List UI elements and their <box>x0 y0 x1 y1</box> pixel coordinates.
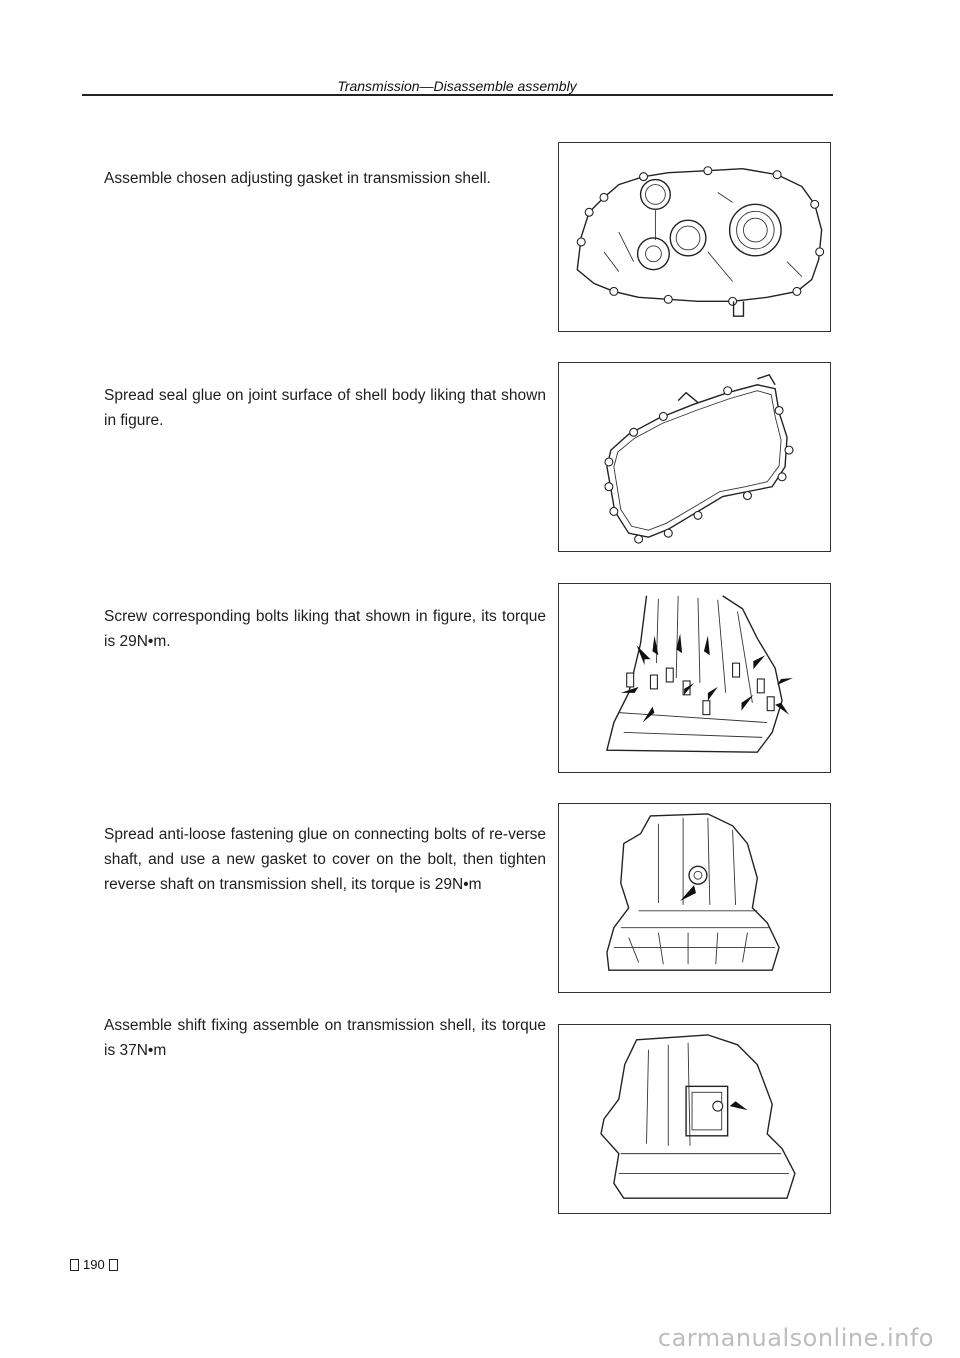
step-1-text: Assemble chosen adjusting gasket in transmission shell. <box>104 170 491 187</box>
bolt-tightening-illustration <box>559 584 830 772</box>
page-number-text: 190 <box>83 1257 105 1272</box>
step-5-text: Assemble shift fixing assemble on transmission shell, its torque is 37N•m <box>104 1017 546 1059</box>
figure-4-reverse-shaft <box>558 803 831 993</box>
page-number <box>70 1257 118 1272</box>
figure-1-adjusting-gasket <box>558 142 831 332</box>
shift-fixing-illustration <box>559 1025 830 1213</box>
figure-2-seal-glue <box>558 362 831 552</box>
step-3-text: Screw corresponding bolts liking that shown in figure, its torque is 29N•m. <box>104 608 546 650</box>
figure-5-shift-fixing <box>558 1024 831 1214</box>
figure-3-bolts <box>558 583 831 773</box>
reverse-shaft-illustration <box>559 804 830 992</box>
step-2-text: Spread seal glue on joint surface of shell body liking that shown in figure. <box>104 387 546 429</box>
transmission-shell-illustration <box>559 143 830 331</box>
shell-joint-surface-illustration <box>559 363 830 551</box>
watermark: carmanualsonline.info <box>657 1324 934 1352</box>
page-bracket-right <box>109 1259 118 1271</box>
page-bracket-left <box>70 1259 79 1271</box>
step-4-text: Spread anti-loose fastening glue on connecting bolts of re-verse shaft, and use a new gasket to cover on the bolt, then tighten reverse shaft on transmission shell, its torque is 29N•m <box>104 826 546 893</box>
page-header-title: Transmission—Disassemble assembly <box>337 78 577 94</box>
header-divider <box>82 94 833 96</box>
